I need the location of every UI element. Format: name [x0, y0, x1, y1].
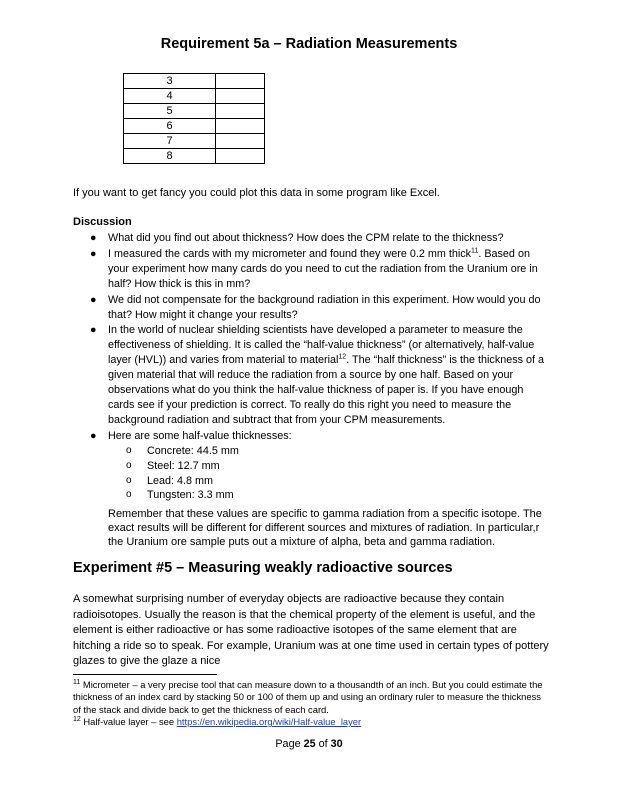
remark-paragraph: Remember that these values are specific to gamma radiation from a specific isotope. The exact results will be different for different sources and mixtures of radiation. In particular,r the Uranium ore sample puts out a mixture of alpha, beta and gamma radiation.: [108, 508, 542, 548]
table-cell: 6: [124, 119, 216, 134]
footnote-number: 12: [73, 716, 81, 724]
footer-middle: of: [315, 738, 331, 750]
list-item-text: In the world of nuclear shielding scientists have developed a parameter to measure the effectiveness of shielding. It is called the “half-value thickness” (or alternatively, half-value layer (HVL)) and varies from material to material: [108, 324, 535, 367]
bullet-icon: ●: [90, 429, 97, 442]
half-value-list: [108, 444, 548, 504]
bullet-icon: ●: [90, 324, 97, 337]
page-title: Requirement 5a – Radiation Measurements: [160, 36, 458, 52]
section-heading: Experiment #5 – Measuring weakly radioactive sources: [73, 560, 453, 576]
table-row: [124, 119, 265, 134]
table-cell-empty: [216, 74, 265, 89]
footnote-number: 11: [73, 678, 81, 686]
table-row: [124, 74, 265, 89]
circle-bullet-icon: o: [126, 444, 132, 456]
footnote-text: Micrometer – a very precise tool that can measure down to a thousandth of an inch. But you could estimate the thickness of an index card by stacking 50 or 100 of them up and using an ordinary ruler to measure the thickness of the stack and divide back to get the thickness of each card.: [73, 679, 543, 715]
list-item-text: . The “half thickness” is the thickness of a given material that will reduce the radiation from a source by one half. Based on your observations what do you think the half-value thickness of paper is. If you have enough cards see if your prediction is correct. To really do this right you need to measure the background radiation and subtract that from your CPM measurements.: [108, 354, 545, 426]
list-item-text: I measured the cards with my micrometer and found they were 0.2 mm thick: [108, 247, 472, 260]
table-cell: 7: [124, 134, 216, 149]
footnote-12: [73, 716, 551, 728]
sub-list-item-text: Tungsten: 3.3 mm: [147, 489, 234, 502]
sub-list-item: [108, 459, 548, 474]
bullet-icon: ●: [90, 247, 97, 260]
table-cell: 8: [124, 149, 216, 164]
footnotes: [73, 679, 551, 729]
sub-list-item-text: Lead: 4.8 mm: [147, 474, 214, 487]
table-row: [124, 89, 265, 104]
circle-bullet-icon: o: [126, 489, 132, 501]
list-item-text: Here are some half-value thicknesses:: [108, 429, 292, 442]
sub-list-item: [108, 488, 548, 503]
discussion-heading: Discussion: [73, 216, 132, 228]
table-row: [124, 104, 265, 119]
table-cell-empty: [216, 149, 265, 164]
experiment-paragraph: A somewhat surprising number of everyday objects are radioactive because they contain radioisotopes. Usually the reason is that the chemical property of the element is useful, and the element is either radioactive or has some radioactive isotopes of the same element that are hitching a ride so to speak. For example, Uranium was at one time used in certain types of pottery glazes to give the glaze a nice: [73, 593, 549, 667]
table-cell-empty: [216, 119, 265, 134]
table-row: [124, 134, 265, 149]
footnote-divider: [73, 674, 217, 675]
circle-bullet-icon: o: [126, 459, 132, 471]
list-item: [73, 231, 548, 246]
sub-list-item: [108, 474, 548, 489]
list-item: [73, 429, 548, 504]
sub-list-item: [108, 444, 548, 459]
footnote-text: Half-value layer – see: [80, 716, 177, 728]
discussion-list: [73, 231, 548, 504]
table-row: [124, 149, 265, 164]
table-cell: 5: [124, 104, 216, 119]
list-item-text: We did not compensate for the background radiation in this experiment. How would you do that? How might it change your results?: [108, 293, 541, 321]
table-cell-empty: [216, 104, 265, 119]
footnote-ref[interactable]: 12: [338, 353, 347, 361]
bullet-icon: ●: [90, 232, 97, 244]
intro-paragraph: If you want to get fancy you could plot this data in some program like Excel.: [73, 187, 440, 199]
bullet-icon: ●: [90, 293, 97, 306]
circle-bullet-icon: o: [126, 474, 132, 486]
list-item: [73, 293, 548, 323]
list-item-text: . Based on your experiment how many cards do you need to cut the radiation from the Uranium ore in half? How thick is this in mm?: [108, 247, 538, 290]
measurement-table: [123, 73, 265, 164]
table-cell-empty: [216, 89, 265, 104]
list-item: [73, 247, 548, 292]
sub-list-item-text: Concrete: 44.5 mm: [147, 444, 239, 457]
table-cell: 4: [124, 89, 216, 104]
footer-prefix: Page: [275, 738, 304, 750]
page-footer: [0, 738, 618, 750]
table-cell: 3: [124, 74, 216, 89]
footnote-ref[interactable]: 11: [471, 247, 479, 255]
list-item-text: What did you find out about thickness? How does the CPM relate to the thickness?: [108, 232, 504, 244]
page-total: 30: [330, 738, 343, 750]
wikipedia-link[interactable]: https://en.wikipedia.org/wiki/Half-value_layer: [176, 716, 362, 728]
sub-list-item-text: Steel: 12.7 mm: [147, 459, 220, 472]
footnote-11: [73, 679, 551, 716]
list-item: [73, 323, 548, 427]
table-cell-empty: [216, 134, 265, 149]
page-number: 25: [303, 738, 316, 750]
